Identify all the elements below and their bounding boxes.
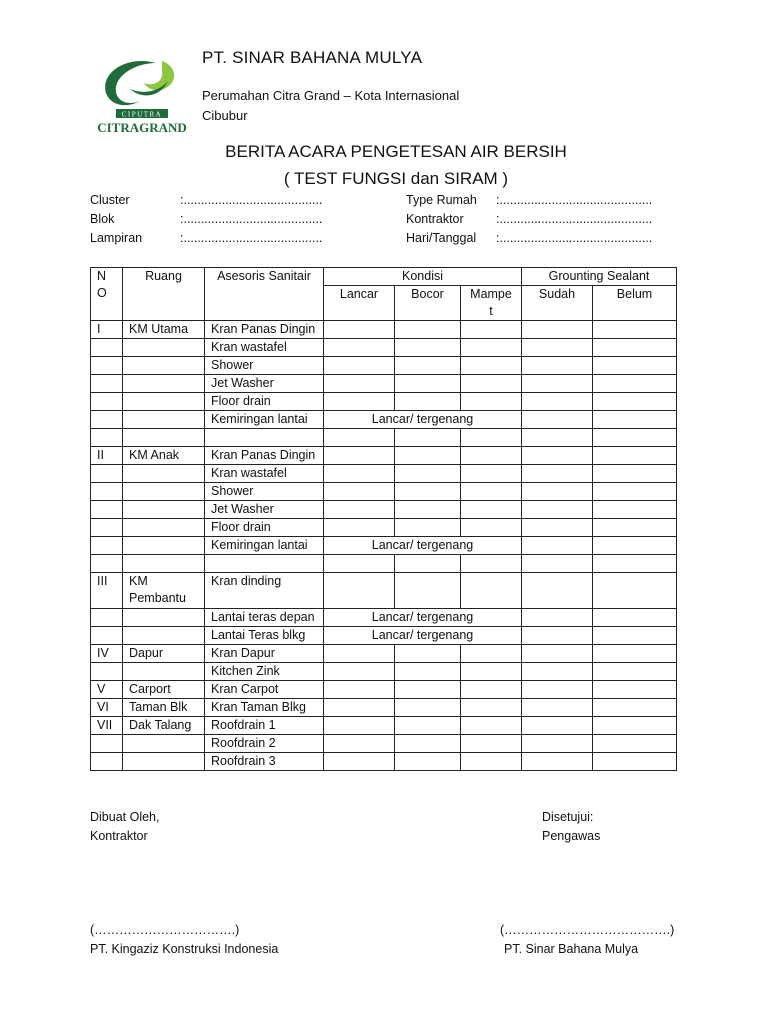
- row-item: Kran Panas Dingin: [205, 447, 324, 465]
- row-ruang: [123, 753, 205, 771]
- cell-belum[interactable]: [593, 609, 677, 627]
- cell-bocor[interactable]: [395, 699, 461, 717]
- cell-lancar[interactable]: [324, 681, 395, 699]
- cell-sudah[interactable]: [522, 339, 593, 357]
- header-lancar: Lancar: [324, 286, 395, 321]
- row-ruang: [123, 735, 205, 753]
- cell-sudah[interactable]: [522, 609, 593, 627]
- signature-right-company: PT. Sinar Bahana Mulya: [504, 942, 639, 956]
- address-line-1: Perumahan Citra Grand – Kota Internasional: [202, 88, 460, 103]
- signature-right-name: [500, 921, 674, 959]
- cell-sudah[interactable]: [522, 717, 593, 735]
- cell-lancar[interactable]: [324, 321, 395, 339]
- cell-bocor[interactable]: [395, 555, 461, 573]
- cell-bocor[interactable]: [395, 573, 461, 609]
- row-no: I: [91, 321, 123, 339]
- cell-lancar[interactable]: [324, 501, 395, 519]
- table-row: [91, 735, 677, 753]
- cell-belum[interactable]: [593, 555, 677, 573]
- cell-lancar[interactable]: [324, 339, 395, 357]
- cell-mampet[interactable]: [461, 645, 522, 663]
- row-ruang: [123, 339, 205, 357]
- header-sudah: Sudah: [522, 286, 593, 321]
- row-kondisi-merged: Lancar/ tergenang: [324, 537, 522, 555]
- cell-belum[interactable]: [593, 357, 677, 375]
- header-kondisi: Kondisi: [324, 268, 522, 286]
- table-row: [91, 321, 677, 339]
- cell-sudah[interactable]: [522, 393, 593, 411]
- cell-lancar[interactable]: [324, 645, 395, 663]
- row-no: [91, 375, 123, 393]
- row-no: [91, 519, 123, 537]
- signature-left-company: PT. Kingaziz Konstruksi Indonesia: [90, 942, 279, 956]
- cell-mampet[interactable]: [461, 573, 522, 609]
- row-ruang: Carport: [123, 681, 205, 699]
- cell-belum[interactable]: [593, 699, 677, 717]
- cell-belum[interactable]: [593, 483, 677, 501]
- row-item: Kitchen Zink: [205, 663, 324, 681]
- table-row: [91, 375, 677, 393]
- signature-left-blank[interactable]: (…………………………….): [90, 923, 240, 937]
- table-row: [91, 393, 677, 411]
- cell-lancar[interactable]: [324, 717, 395, 735]
- cell-belum[interactable]: [593, 627, 677, 645]
- header-asesoris: Asesoris Sanitair: [205, 268, 324, 321]
- row-no: [91, 465, 123, 483]
- row-no: [91, 339, 123, 357]
- row-item: Kran Panas Dingin: [205, 321, 324, 339]
- cell-mampet[interactable]: [461, 429, 522, 447]
- cell-mampet[interactable]: [461, 465, 522, 483]
- row-no: IV: [91, 645, 123, 663]
- document-subtitle: ( TEST FUNGSI dan SIRAM ): [283, 169, 509, 188]
- cell-mampet[interactable]: [461, 501, 522, 519]
- cell-belum[interactable]: [593, 501, 677, 519]
- cell-belum[interactable]: [593, 573, 677, 609]
- signature-left-title: Dibuat Oleh,: [90, 810, 160, 824]
- row-no: [91, 555, 123, 573]
- cell-belum[interactable]: [593, 321, 677, 339]
- inspection-table: [90, 267, 677, 771]
- row-ruang: [123, 501, 205, 519]
- field-hari-tanggal-label: Hari/Tanggal: [406, 231, 477, 245]
- row-item: Kran wastafel: [205, 339, 324, 357]
- cell-lancar[interactable]: [324, 663, 395, 681]
- cell-sudah[interactable]: [522, 663, 593, 681]
- table-row: [91, 447, 677, 465]
- cell-mampet[interactable]: [461, 663, 522, 681]
- cell-belum[interactable]: [593, 465, 677, 483]
- cell-mampet[interactable]: [461, 339, 522, 357]
- cell-belum[interactable]: [593, 339, 677, 357]
- row-no: II: [91, 447, 123, 465]
- row-ruang: [123, 465, 205, 483]
- header-grounting: Grounting Sealant: [522, 268, 677, 286]
- cell-mampet[interactable]: [461, 735, 522, 753]
- header-no: N O: [91, 268, 123, 321]
- row-no: [91, 735, 123, 753]
- row-item: [205, 429, 324, 447]
- row-ruang: [123, 519, 205, 537]
- row-no: VI: [91, 699, 123, 717]
- row-item: [205, 555, 324, 573]
- cell-sudah[interactable]: [522, 537, 593, 555]
- row-ruang: [123, 357, 205, 375]
- row-no: III: [91, 573, 123, 609]
- row-item: Kran Carpot: [205, 681, 324, 699]
- row-no: [91, 393, 123, 411]
- row-ruang: [123, 411, 205, 429]
- row-kondisi-merged: Lancar/ tergenang: [324, 411, 522, 429]
- cell-lancar[interactable]: [324, 393, 395, 411]
- cell-lancar[interactable]: [324, 375, 395, 393]
- cell-lancar[interactable]: [324, 573, 395, 609]
- row-ruang: [123, 663, 205, 681]
- cell-lancar[interactable]: [324, 735, 395, 753]
- company-name: PT. SINAR BAHANA MULYA: [202, 48, 423, 67]
- row-ruang: Taman Blk: [123, 699, 205, 717]
- row-item: Kemiringan lantai: [205, 411, 324, 429]
- cell-sudah[interactable]: [522, 501, 593, 519]
- row-ruang: Dak Talang: [123, 717, 205, 735]
- cell-mampet[interactable]: [461, 321, 522, 339]
- row-ruang: [123, 555, 205, 573]
- cell-sudah[interactable]: [522, 447, 593, 465]
- company-address: [202, 86, 459, 126]
- table-row: [91, 465, 677, 483]
- table-header-row: [91, 268, 677, 286]
- row-item: Shower: [205, 357, 324, 375]
- field-lampiran-label: Lampiran: [90, 231, 143, 245]
- cell-sudah[interactable]: [522, 519, 593, 537]
- row-item: Lantai teras depan: [205, 609, 324, 627]
- cell-belum[interactable]: [593, 537, 677, 555]
- cell-belum[interactable]: [593, 393, 677, 411]
- row-ruang: Dapur: [123, 645, 205, 663]
- cell-bocor[interactable]: [395, 339, 461, 357]
- row-item: Shower: [205, 483, 324, 501]
- cell-lancar[interactable]: [324, 447, 395, 465]
- cell-mampet[interactable]: [461, 447, 522, 465]
- cell-bocor[interactable]: [395, 519, 461, 537]
- cell-belum[interactable]: [593, 663, 677, 681]
- field-hari-tanggal-value[interactable]: :............................................: [496, 231, 653, 245]
- row-item: Lantai Teras blkg: [205, 627, 324, 645]
- table-row: [91, 573, 677, 609]
- cell-bocor[interactable]: [395, 753, 461, 771]
- row-ruang: [123, 429, 205, 447]
- field-blok-value[interactable]: :........................................: [180, 212, 323, 226]
- cell-sudah[interactable]: [522, 357, 593, 375]
- field-type-rumah-value[interactable]: :............................................: [496, 193, 653, 207]
- cell-bocor[interactable]: [395, 681, 461, 699]
- field-kontraktor-value[interactable]: :............................................: [496, 212, 653, 226]
- cell-sudah[interactable]: [522, 753, 593, 771]
- row-no: [91, 501, 123, 519]
- table-row: [91, 519, 677, 537]
- cell-sudah[interactable]: [522, 699, 593, 717]
- cell-sudah[interactable]: [522, 555, 593, 573]
- field-type-rumah-label: Type Rumah: [406, 193, 477, 207]
- cell-bocor[interactable]: [395, 483, 461, 501]
- cell-bocor[interactable]: [395, 447, 461, 465]
- cell-bocor[interactable]: [395, 717, 461, 735]
- signature-left-role: Kontraktor: [90, 829, 148, 843]
- cell-bocor[interactable]: [395, 663, 461, 681]
- table-row: [91, 357, 677, 375]
- row-item: Kran wastafel: [205, 465, 324, 483]
- field-kontraktor-label: Kontraktor: [406, 212, 464, 226]
- cell-bocor[interactable]: [395, 645, 461, 663]
- signature-right-title: Disetujui:: [542, 810, 594, 824]
- cell-belum[interactable]: [593, 411, 677, 429]
- table-row: [91, 645, 677, 663]
- row-item: Jet Washer: [205, 501, 324, 519]
- cell-lancar[interactable]: [324, 699, 395, 717]
- cell-mampet[interactable]: [461, 357, 522, 375]
- cell-belum[interactable]: [593, 375, 677, 393]
- svg-text:CIPUTRA: CIPUTRA: [121, 110, 163, 119]
- signature-right-blank[interactable]: (………………………………….): [500, 923, 675, 937]
- table-row: [91, 627, 677, 645]
- field-lampiran-value[interactable]: :........................................: [180, 231, 323, 245]
- header-bocor: Bocor: [395, 286, 461, 321]
- cell-bocor[interactable]: [395, 321, 461, 339]
- cell-sudah[interactable]: [522, 429, 593, 447]
- cell-sudah[interactable]: [522, 375, 593, 393]
- cell-lancar[interactable]: [324, 555, 395, 573]
- cell-belum[interactable]: [593, 681, 677, 699]
- cell-belum[interactable]: [593, 645, 677, 663]
- cell-lancar[interactable]: [324, 465, 395, 483]
- row-item: Jet Washer: [205, 375, 324, 393]
- cell-belum[interactable]: [593, 735, 677, 753]
- cell-belum[interactable]: [593, 429, 677, 447]
- row-item: Kran dinding: [205, 573, 324, 609]
- field-blok-label: Blok: [90, 212, 115, 226]
- row-ruang: [123, 537, 205, 555]
- header-mampet: Mampe t: [461, 286, 522, 321]
- row-no: [91, 429, 123, 447]
- cell-bocor[interactable]: [395, 735, 461, 753]
- row-no: V: [91, 681, 123, 699]
- cell-sudah[interactable]: [522, 465, 593, 483]
- cell-sudah[interactable]: [522, 573, 593, 609]
- row-item: Floor drain: [205, 519, 324, 537]
- cell-belum[interactable]: [593, 753, 677, 771]
- header-belum: Belum: [593, 286, 677, 321]
- row-item: Kemiringan lantai: [205, 537, 324, 555]
- cell-sudah[interactable]: [522, 483, 593, 501]
- row-item: Roofdrain 2: [205, 735, 324, 753]
- cell-sudah[interactable]: [522, 681, 593, 699]
- cell-bocor[interactable]: [395, 393, 461, 411]
- row-ruang: KM Anak: [123, 447, 205, 465]
- cell-belum[interactable]: [593, 519, 677, 537]
- table-row: [91, 609, 677, 627]
- table-row: [91, 411, 677, 429]
- row-no: [91, 483, 123, 501]
- table-row: [91, 429, 677, 447]
- table-row: [91, 681, 677, 699]
- cell-bocor[interactable]: [395, 357, 461, 375]
- cell-mampet[interactable]: [461, 519, 522, 537]
- cell-lancar[interactable]: [324, 753, 395, 771]
- cell-mampet[interactable]: [461, 717, 522, 735]
- row-ruang: KM Utama: [123, 321, 205, 339]
- row-item: Roofdrain 3: [205, 753, 324, 771]
- row-ruang: [123, 483, 205, 501]
- row-ruang: [123, 375, 205, 393]
- header-ruang: Ruang: [123, 268, 205, 321]
- table-row: [91, 483, 677, 501]
- signature-right-block: [542, 808, 600, 846]
- cell-mampet[interactable]: [461, 681, 522, 699]
- row-no: [91, 357, 123, 375]
- document-title: BERITA ACARA PENGETESAN AIR BERSIH: [225, 142, 567, 161]
- cell-mampet[interactable]: [461, 753, 522, 771]
- cell-sudah[interactable]: [522, 411, 593, 429]
- address-line-2: Cibubur: [202, 108, 248, 123]
- table-row: [91, 753, 677, 771]
- row-no: [91, 753, 123, 771]
- cell-belum[interactable]: [593, 717, 677, 735]
- cell-lancar[interactable]: [324, 429, 395, 447]
- cell-mampet[interactable]: [461, 555, 522, 573]
- field-cluster-value[interactable]: :........................................: [180, 193, 323, 207]
- row-ruang: [123, 627, 205, 645]
- table-row: [91, 663, 677, 681]
- row-kondisi-merged: Lancar/ tergenang: [324, 627, 522, 645]
- row-item: Kran Dapur: [205, 645, 324, 663]
- cell-bocor[interactable]: [395, 429, 461, 447]
- signature-left-block: [90, 808, 159, 846]
- signature-left-name: [90, 921, 278, 959]
- cell-mampet[interactable]: [461, 483, 522, 501]
- cell-sudah[interactable]: [522, 627, 593, 645]
- cell-bocor[interactable]: [395, 501, 461, 519]
- row-item: Roofdrain 1: [205, 717, 324, 735]
- row-ruang: KM Pembantu: [123, 573, 205, 609]
- table-row: [91, 537, 677, 555]
- cell-sudah[interactable]: [522, 321, 593, 339]
- field-cluster-label: Cluster: [90, 193, 130, 207]
- cell-mampet[interactable]: [461, 375, 522, 393]
- row-no: [91, 411, 123, 429]
- row-ruang: [123, 609, 205, 627]
- row-kondisi-merged: Lancar/ tergenang: [324, 609, 522, 627]
- row-no: [91, 627, 123, 645]
- table-row: [91, 339, 677, 357]
- cell-bocor[interactable]: [395, 375, 461, 393]
- cell-sudah[interactable]: [522, 735, 593, 753]
- cell-mampet[interactable]: [461, 699, 522, 717]
- row-item: Kran Taman Blkg: [205, 699, 324, 717]
- cell-belum[interactable]: [593, 447, 677, 465]
- row-item: Floor drain: [205, 393, 324, 411]
- table-row: [91, 555, 677, 573]
- cell-lancar[interactable]: [324, 483, 395, 501]
- row-no: VII: [91, 717, 123, 735]
- citragrand-logo: [96, 55, 188, 137]
- signature-right-role: Pengawas: [542, 829, 601, 843]
- row-no: [91, 663, 123, 681]
- table-row: [91, 717, 677, 735]
- row-no: [91, 609, 123, 627]
- table-row: [91, 501, 677, 519]
- cell-sudah[interactable]: [522, 645, 593, 663]
- cell-lancar[interactable]: [324, 357, 395, 375]
- row-ruang: [123, 393, 205, 411]
- svg-text:CITRAGRAND: CITRAGRAND: [97, 120, 187, 135]
- table-row: [91, 699, 677, 717]
- cell-mampet[interactable]: [461, 393, 522, 411]
- cell-lancar[interactable]: [324, 519, 395, 537]
- cell-bocor[interactable]: [395, 465, 461, 483]
- row-no: [91, 537, 123, 555]
